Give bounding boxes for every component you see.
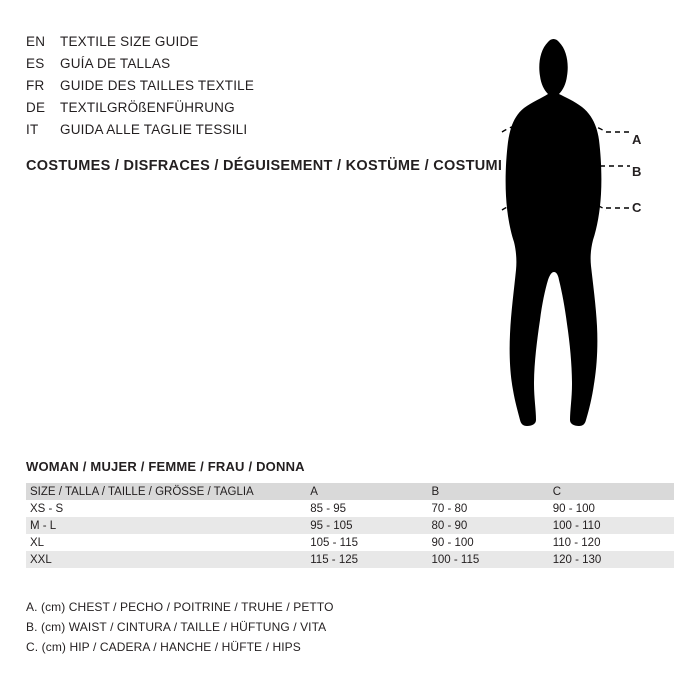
cell-c: 110 - 120: [553, 534, 674, 551]
size-table-head: [26, 483, 674, 500]
cell-a: 85 - 95: [310, 500, 431, 517]
language-code: EN: [26, 34, 46, 49]
language-text: GUIDE DES TAILLES TEXTILE: [60, 78, 255, 93]
cell-b: 80 - 90: [432, 517, 553, 534]
silhouette-shape: [506, 39, 602, 426]
cell-size: XL: [26, 534, 310, 551]
cell-a: 95 - 105: [310, 517, 431, 534]
marker-label-group: [628, 28, 668, 438]
cell-a: 105 - 115: [310, 534, 431, 551]
language-text: GUIDA ALLE TAGLIE TESSILI: [60, 122, 248, 137]
language-text: TEXTILGRÖßENFÜHRUNG: [60, 100, 235, 115]
cell-b: 90 - 100: [432, 534, 553, 551]
cell-b: 70 - 80: [432, 500, 553, 517]
costumes-subtitle: COSTUMES / DISFRACES / DÉGUISEMENT / KOSTÜME / COSTUMI: [26, 158, 503, 174]
cell-size: XS - S: [26, 500, 310, 517]
cell-c: 90 - 100: [553, 500, 674, 517]
header-size: SIZE / TALLA / TAILLE / GRÖSSE / TAGLIA: [26, 483, 310, 500]
table-title: WOMAN / MUJER / FEMME / FRAU / DONNA: [26, 459, 305, 474]
language-row: [26, 100, 456, 122]
table-row: [26, 517, 674, 534]
table-row: [26, 500, 674, 517]
language-row: [26, 34, 456, 56]
language-list: [26, 34, 456, 144]
cell-c: 120 - 130: [553, 551, 674, 568]
marker-label-b: B: [632, 164, 642, 179]
marker-label-a: A: [632, 132, 642, 147]
table-header-row: [26, 483, 674, 500]
language-row: [26, 122, 456, 144]
language-code: FR: [26, 78, 45, 93]
language-code: DE: [26, 100, 46, 115]
language-text: GUÍA DE TALLAS: [60, 56, 171, 71]
header-c: C: [553, 483, 674, 500]
table-row: [26, 551, 674, 568]
marker-label-c: C: [632, 200, 642, 215]
legend-line-b: B. (cm) WAIST / CINTURA / TAILLE / HÜFTUNG / VITA: [26, 620, 327, 634]
cell-c: 100 - 110: [553, 517, 674, 534]
cell-size: M - L: [26, 517, 310, 534]
language-row: [26, 78, 456, 100]
legend-line-c: C. (cm) HIP / CADERA / HANCHE / HÜFTE / HIPS: [26, 640, 301, 654]
language-code: IT: [26, 122, 39, 137]
legend-line-a: A. (cm) CHEST / PECHO / POITRINE / TRUHE / PETTO: [26, 600, 334, 614]
cell-size: XXL: [26, 551, 310, 568]
language-text: TEXTILE SIZE GUIDE: [60, 34, 199, 49]
language-row: [26, 56, 456, 78]
header-a: A: [310, 483, 431, 500]
size-table: [26, 483, 674, 568]
header-b: B: [432, 483, 553, 500]
language-code: ES: [26, 56, 45, 71]
cell-a: 115 - 125: [310, 551, 431, 568]
size-table-body: [26, 500, 674, 568]
cell-b: 100 - 115: [432, 551, 553, 568]
table-row: [26, 534, 674, 551]
measurement-legend: [26, 600, 334, 660]
